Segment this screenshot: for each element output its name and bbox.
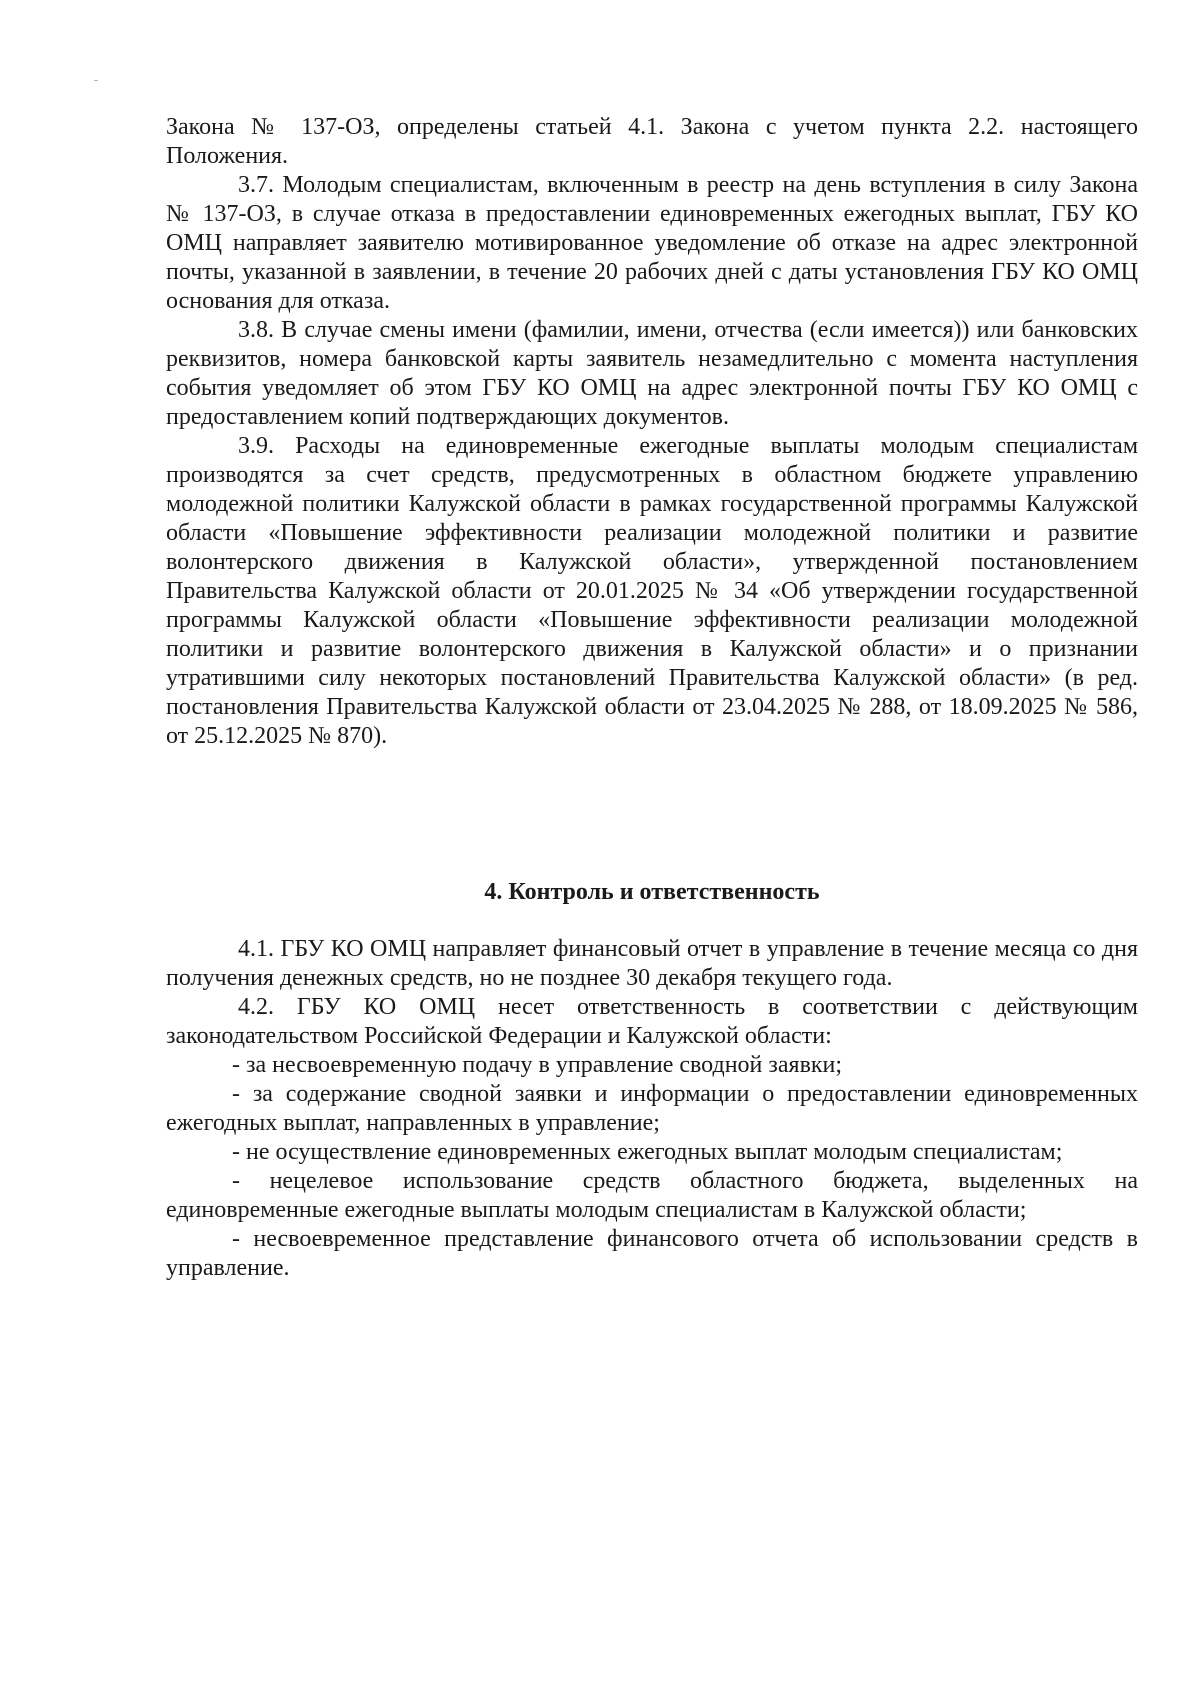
paragraph-3-7: 3.7. Молодым специалистам, включенным в реестр на день вступления в силу Закона № 137-ОЗ, в случае отказа в предоставлении единовременных ежегодных выплат, ГБУ КО ОМЦ направляет заявителю мотивированное уведомление об отказе на адрес электронной почты, указанной в заявлении, в течение 20 рабочих дней с даты установления ГБУ КО ОМЦ основания для отказа.	[166, 172, 1138, 314]
section-4-heading: 4. Контроль и ответственность	[484, 879, 820, 905]
list-item-non-payment: - не осуществление единовременных ежегодных выплат молодым специалистам;	[232, 1139, 1063, 1165]
paragraph-3-8: 3.8. В случае смены имени (фамилии, имени, отчества (если имеется)) или банковских реквизитов, номера банковской карты заявитель незамедлительно с момента наступления события уведомляет об этом ГБУ КО ОМЦ на адрес электронной почты ГБУ КО ОМЦ с предоставлением копий подтверждающих документов.	[166, 317, 1138, 430]
list-item-late-submission: - за несвоевременную подачу в управление сводной заявки;	[232, 1052, 843, 1078]
list-item-misuse-of-funds: - нецелевое использование средств областного бюджета, выделенных на единовременные ежегодные выплаты молодым специалистам в Калужской области;	[166, 1168, 1138, 1223]
section-3-continuation	[166, 113, 1138, 751]
list-item-late-report: - несвоевременное представление финансового отчета об использовании средств в управление.	[166, 1226, 1138, 1281]
scan-mark	[94, 80, 98, 81]
section-4-body	[166, 935, 1138, 1283]
paragraph-law-reference: Закона № 137-ОЗ, определены статьей 4.1. Закона с учетом пункта 2.2. настоящего Положения.	[166, 114, 1138, 169]
paragraph-3-9: 3.9. Расходы на единовременные ежегодные выплаты молодым специалистам производятся за счет средств, предусмотренных в областном бюджете управлению молодежной политики Калужской области в рамках государственной программы Калужской области «Повышение эффективности реализации молодежной политики и развитие волонтерского движения в Калужской области», утвержденной постановлением Правительства Калужской области от 20.01.2025 № 34 «Об утверждении государственной программы Калужской области «Повышение эффективности реализации молодежной политики и развитие волонтерского движения в Калужской области» и о признании утратившими силу некоторых постановлений Правительства Калужской области» (в ред. постановления Правительства Калужской области от 23.04.2025 № 288, от 18.09.2025 № 586, от 25.12.2025 № 870).	[166, 433, 1138, 749]
paragraph-4-1: 4.1. ГБУ КО ОМЦ направляет финансовый отчет в управление в течение месяца со дня получения денежных средств, но не позднее 30 декабря текущего года.	[166, 936, 1138, 991]
paragraph-4-2: 4.2. ГБУ КО ОМЦ несет ответственность в соответствии с действующим законодательством Российской Федерации и Калужской области:	[166, 994, 1138, 1049]
list-item-content-responsibility: - за содержание сводной заявки и информации о предоставлении единовременных ежегодных выплат, направленных в управление;	[166, 1081, 1138, 1136]
